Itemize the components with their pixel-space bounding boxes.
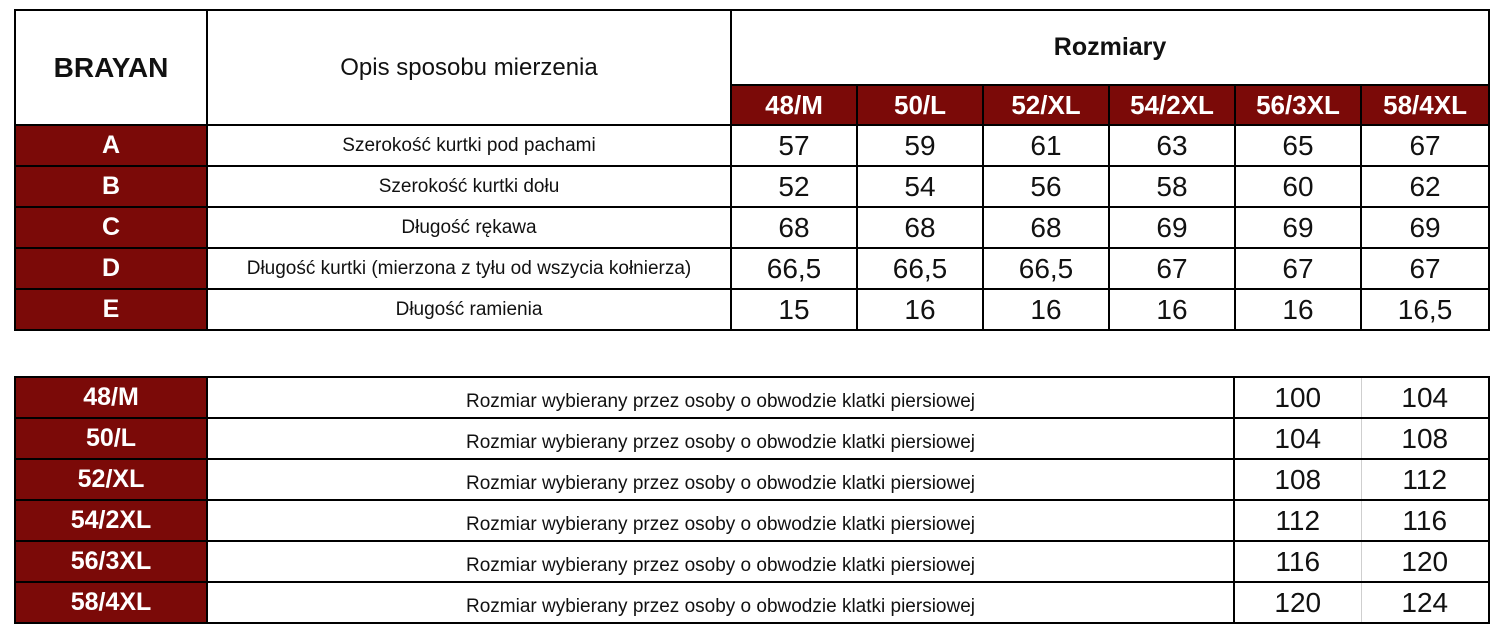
measurement-value: 65 (1235, 125, 1361, 166)
chest-to-value: 116 (1361, 500, 1489, 541)
measurement-value: 16 (1235, 289, 1361, 330)
measurement-value: 60 (1235, 166, 1361, 207)
chest-description: Rozmiar wybierany przez osoby o obwodzie klatki piersiowej (207, 541, 1234, 582)
measurement-value: 54 (857, 166, 983, 207)
chest-to-value: 104 (1361, 377, 1489, 418)
measurement-row (15, 207, 1489, 248)
chest-row (15, 377, 1489, 418)
measurement-value: 16 (983, 289, 1109, 330)
chest-description: Rozmiar wybierany przez osoby o obwodzie klatki piersiowej (207, 418, 1234, 459)
chest-from-value: 120 (1234, 582, 1361, 623)
measurement-value: 69 (1109, 207, 1235, 248)
measurement-row (15, 125, 1489, 166)
chest-to-value: 124 (1361, 582, 1489, 623)
measurement-value: 59 (857, 125, 983, 166)
size-header-cell: 56/3XL (1235, 85, 1361, 125)
measurement-value: 69 (1361, 207, 1489, 248)
measurement-value: 68 (731, 207, 857, 248)
sizes-header: Rozmiary (731, 10, 1489, 85)
measurement-value: 58 (1109, 166, 1235, 207)
chest-size-label: 58/4XL (15, 582, 207, 623)
chest-row (15, 418, 1489, 459)
measurement-row (15, 248, 1489, 289)
measurement-value: 57 (731, 125, 857, 166)
measurement-description: Szerokość kurtki dołu (207, 166, 731, 207)
measurement-letter: C (15, 207, 207, 248)
measurement-value: 66,5 (857, 248, 983, 289)
chest-to-value: 108 (1361, 418, 1489, 459)
measurement-row (15, 166, 1489, 207)
chest-size-table (14, 376, 1490, 624)
size-header-cell: 52/XL (983, 85, 1109, 125)
chest-row (15, 541, 1489, 582)
measurement-value: 66,5 (983, 248, 1109, 289)
chest-from-value: 104 (1234, 418, 1361, 459)
chest-to-value: 112 (1361, 459, 1489, 500)
chest-from-value: 112 (1234, 500, 1361, 541)
chest-size-label: 50/L (15, 418, 207, 459)
chest-from-value: 116 (1234, 541, 1361, 582)
measurement-value: 62 (1361, 166, 1489, 207)
chest-from-value: 108 (1234, 459, 1361, 500)
measurement-row (15, 289, 1489, 330)
size-header-cell: 58/4XL (1361, 85, 1489, 125)
chest-size-label: 54/2XL (15, 500, 207, 541)
chest-size-label: 48/M (15, 377, 207, 418)
chest-row (15, 582, 1489, 623)
chest-description: Rozmiar wybierany przez osoby o obwodzie klatki piersiowej (207, 459, 1234, 500)
measurement-value: 68 (983, 207, 1109, 248)
chest-from-value: 100 (1234, 377, 1361, 418)
chest-to-value: 120 (1361, 541, 1489, 582)
chest-description: Rozmiar wybierany przez osoby o obwodzie klatki piersiowej (207, 582, 1234, 623)
measurement-value: 15 (731, 289, 857, 330)
measurement-value: 67 (1235, 248, 1361, 289)
measurement-value: 16 (1109, 289, 1235, 330)
measurement-value: 52 (731, 166, 857, 207)
chest-description: Rozmiar wybierany przez osoby o obwodzie klatki piersiowej (207, 377, 1234, 418)
measurement-value: 67 (1361, 125, 1489, 166)
measurement-value: 68 (857, 207, 983, 248)
measurement-value: 63 (1109, 125, 1235, 166)
measurement-letter: D (15, 248, 207, 289)
measurement-description: Długość kurtki (mierzona z tyłu od wszycia kołnierza) (207, 248, 731, 289)
measurement-value: 16,5 (1361, 289, 1489, 330)
measurement-description: Długość rękawa (207, 207, 731, 248)
chest-row (15, 459, 1489, 500)
method-header: Opis sposobu mierzenia (207, 10, 731, 125)
measurement-value: 16 (857, 289, 983, 330)
size-chart-table (14, 9, 1490, 331)
measurement-value: 69 (1235, 207, 1361, 248)
size-header-cell: 48/M (731, 85, 857, 125)
chest-size-label: 56/3XL (15, 541, 207, 582)
measurement-description: Długość ramienia (207, 289, 731, 330)
chest-description: Rozmiar wybierany przez osoby o obwodzie klatki piersiowej (207, 500, 1234, 541)
chest-size-label: 52/XL (15, 459, 207, 500)
measurement-letter: A (15, 125, 207, 166)
measurement-value: 67 (1361, 248, 1489, 289)
measurement-value: 66,5 (731, 248, 857, 289)
measurement-description: Szerokość kurtki pod pachami (207, 125, 731, 166)
measurement-letter: B (15, 166, 207, 207)
brand-name: BRAYAN (15, 10, 207, 125)
measurement-value: 56 (983, 166, 1109, 207)
size-header-cell: 54/2XL (1109, 85, 1235, 125)
chest-row (15, 500, 1489, 541)
measurement-letter: E (15, 289, 207, 330)
size-header-cell: 50/L (857, 85, 983, 125)
measurement-value: 61 (983, 125, 1109, 166)
measurement-value: 67 (1109, 248, 1235, 289)
